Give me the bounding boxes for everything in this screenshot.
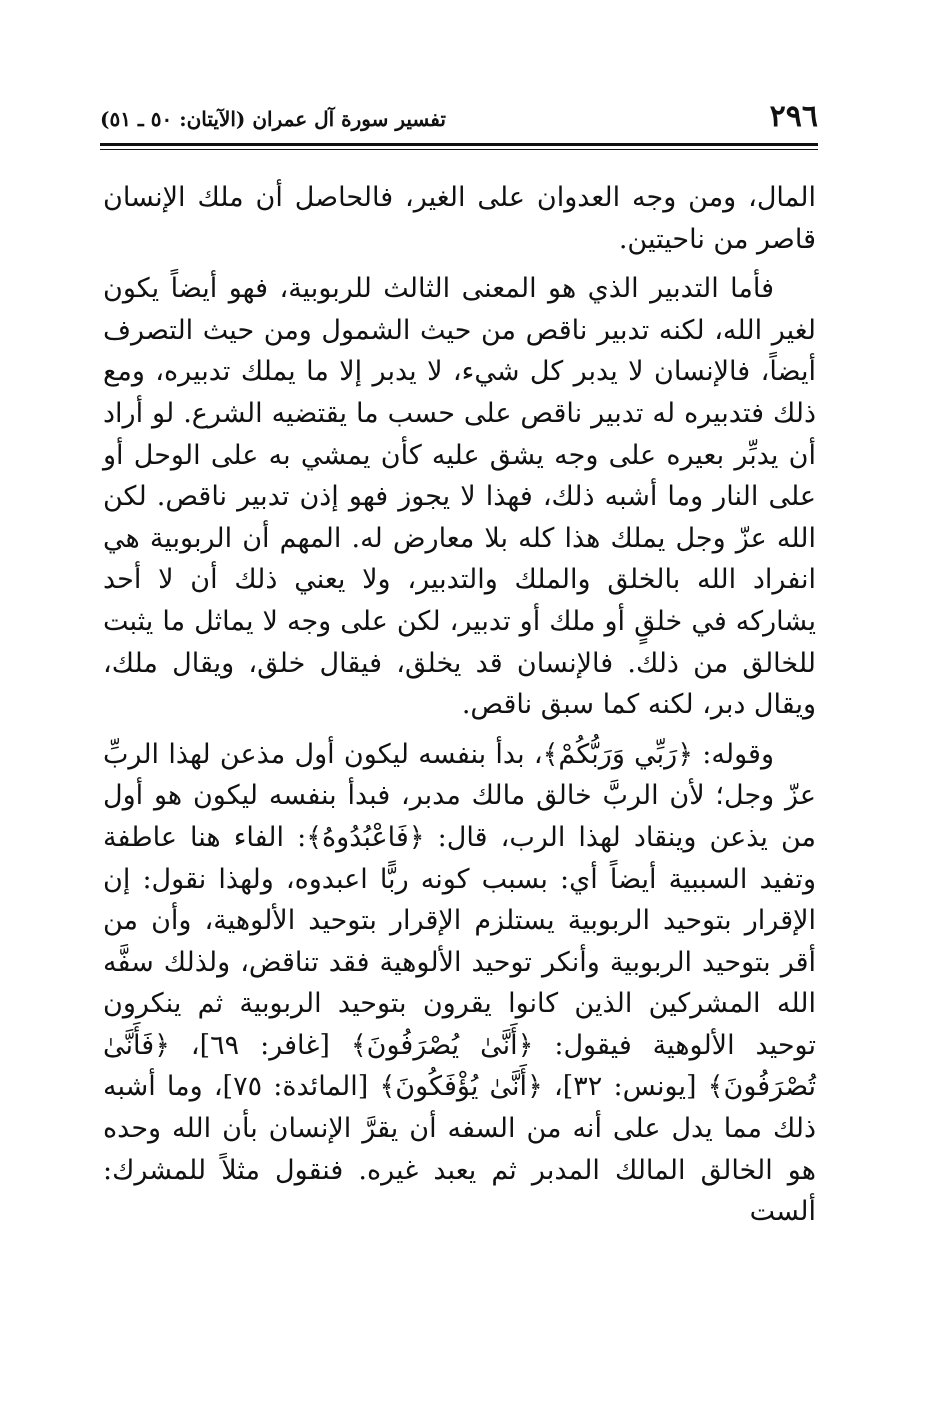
page-body (103, 177, 816, 1233)
page-header (100, 98, 818, 144)
header-rule-thick (100, 143, 818, 146)
header-rule-thin (100, 149, 818, 150)
running-head: تفسير سورة آل عمران (الآيتان: ٥٠ ـ ٥١) (100, 107, 446, 131)
paragraph-qawluhu: وقوله: ﴿رَبِّي وَرَبُّكُمْ﴾، بدأ بنفسه ليكون أول مذعن لهذا الربِّ عزّ وجل؛ لأن الربَّ خالق مالك مدبر، فبدأ بنفسه ليكون هو أول من يذعن وينقاد لهذا الرب، قال: ﴿فَاعْبُدُوهُ﴾: الفاء هنا عاطفة وتفيد السببية أيضاً أي: بسبب كونه ربًّا اعبدوه، ولهذا نقول: إن الإقرار بتوحيد الربوبية يستلزم الإقرار بتوحيد الألوهية، وأن من أقر بتوحيد الربوبية وأنكر توحيد الألوهية فقد تناقض، ولذلك سفَّه الله المشركين الذين كانوا يقرون بتوحيد الربوبية ثم ينكرون توحيد الألوهية فيقول: ﴿أَنَّىٰ يُصْرَفُونَ﴾ [غافر: ٦٩]، ﴿فَأَنَّىٰ تُصْرَفُونَ﴾ [يونس: ٣٢]، ﴿أَنَّىٰ يُؤْفَكُونَ﴾ [المائدة: ٧٥]، وما أشبه ذلك مما يدل على أنه من السفه أن يقرَّ الإنسان بأن الله وحده هو الخالق المالك المدبر ثم يعبد غيره. فنقول مثلاً للمشرك: ألست (103, 738, 817, 1228)
paragraph-tadbir: فأما التدبير الذي هو المعنى الثالث للربوبية، فهو أيضاً يكون لغير الله، لكنه تدبير ناقص من حيث الشمول ومن حيث التصرف أيضاً، فالإنسان لا يدبر كل شيء، لا يدبر إلا ما يملك تدبيره، ومع ذلك فتدبيره له تدبير ناقص على حسب ما يقتضيه الشرع. لو أراد أن يدبِّر بعيره على وجه يشق عليه كأن يمشي به على الوحل أو على النار وما أشبه ذلك، فهذا لا يجوز فهو إذن تدبير ناقص. لكن الله عزّ وجل يملك هذا كله بلا معارض له. المهم أن الربوبية هي انفراد الله بالخلق والملك والتدبير، ولا يعني ذلك أن لا أحد يشاركه في خلقٍ أو ملك أو تدبير، لكن على وجه لا يماثل ما يثبت للخالق من ذلك. فالإنسان قد يخلق، فيقال خلق، ويقال ملك، ويقال دبر، لكنه كما سبق ناقص. (103, 273, 816, 721)
page-number: ٢٩٦ (769, 99, 818, 134)
paragraph-continuation: المال، ومن وجه العدوان على الغير، فالحاصل أن ملك الإنسان قاصر من ناحيتين. (103, 182, 816, 255)
